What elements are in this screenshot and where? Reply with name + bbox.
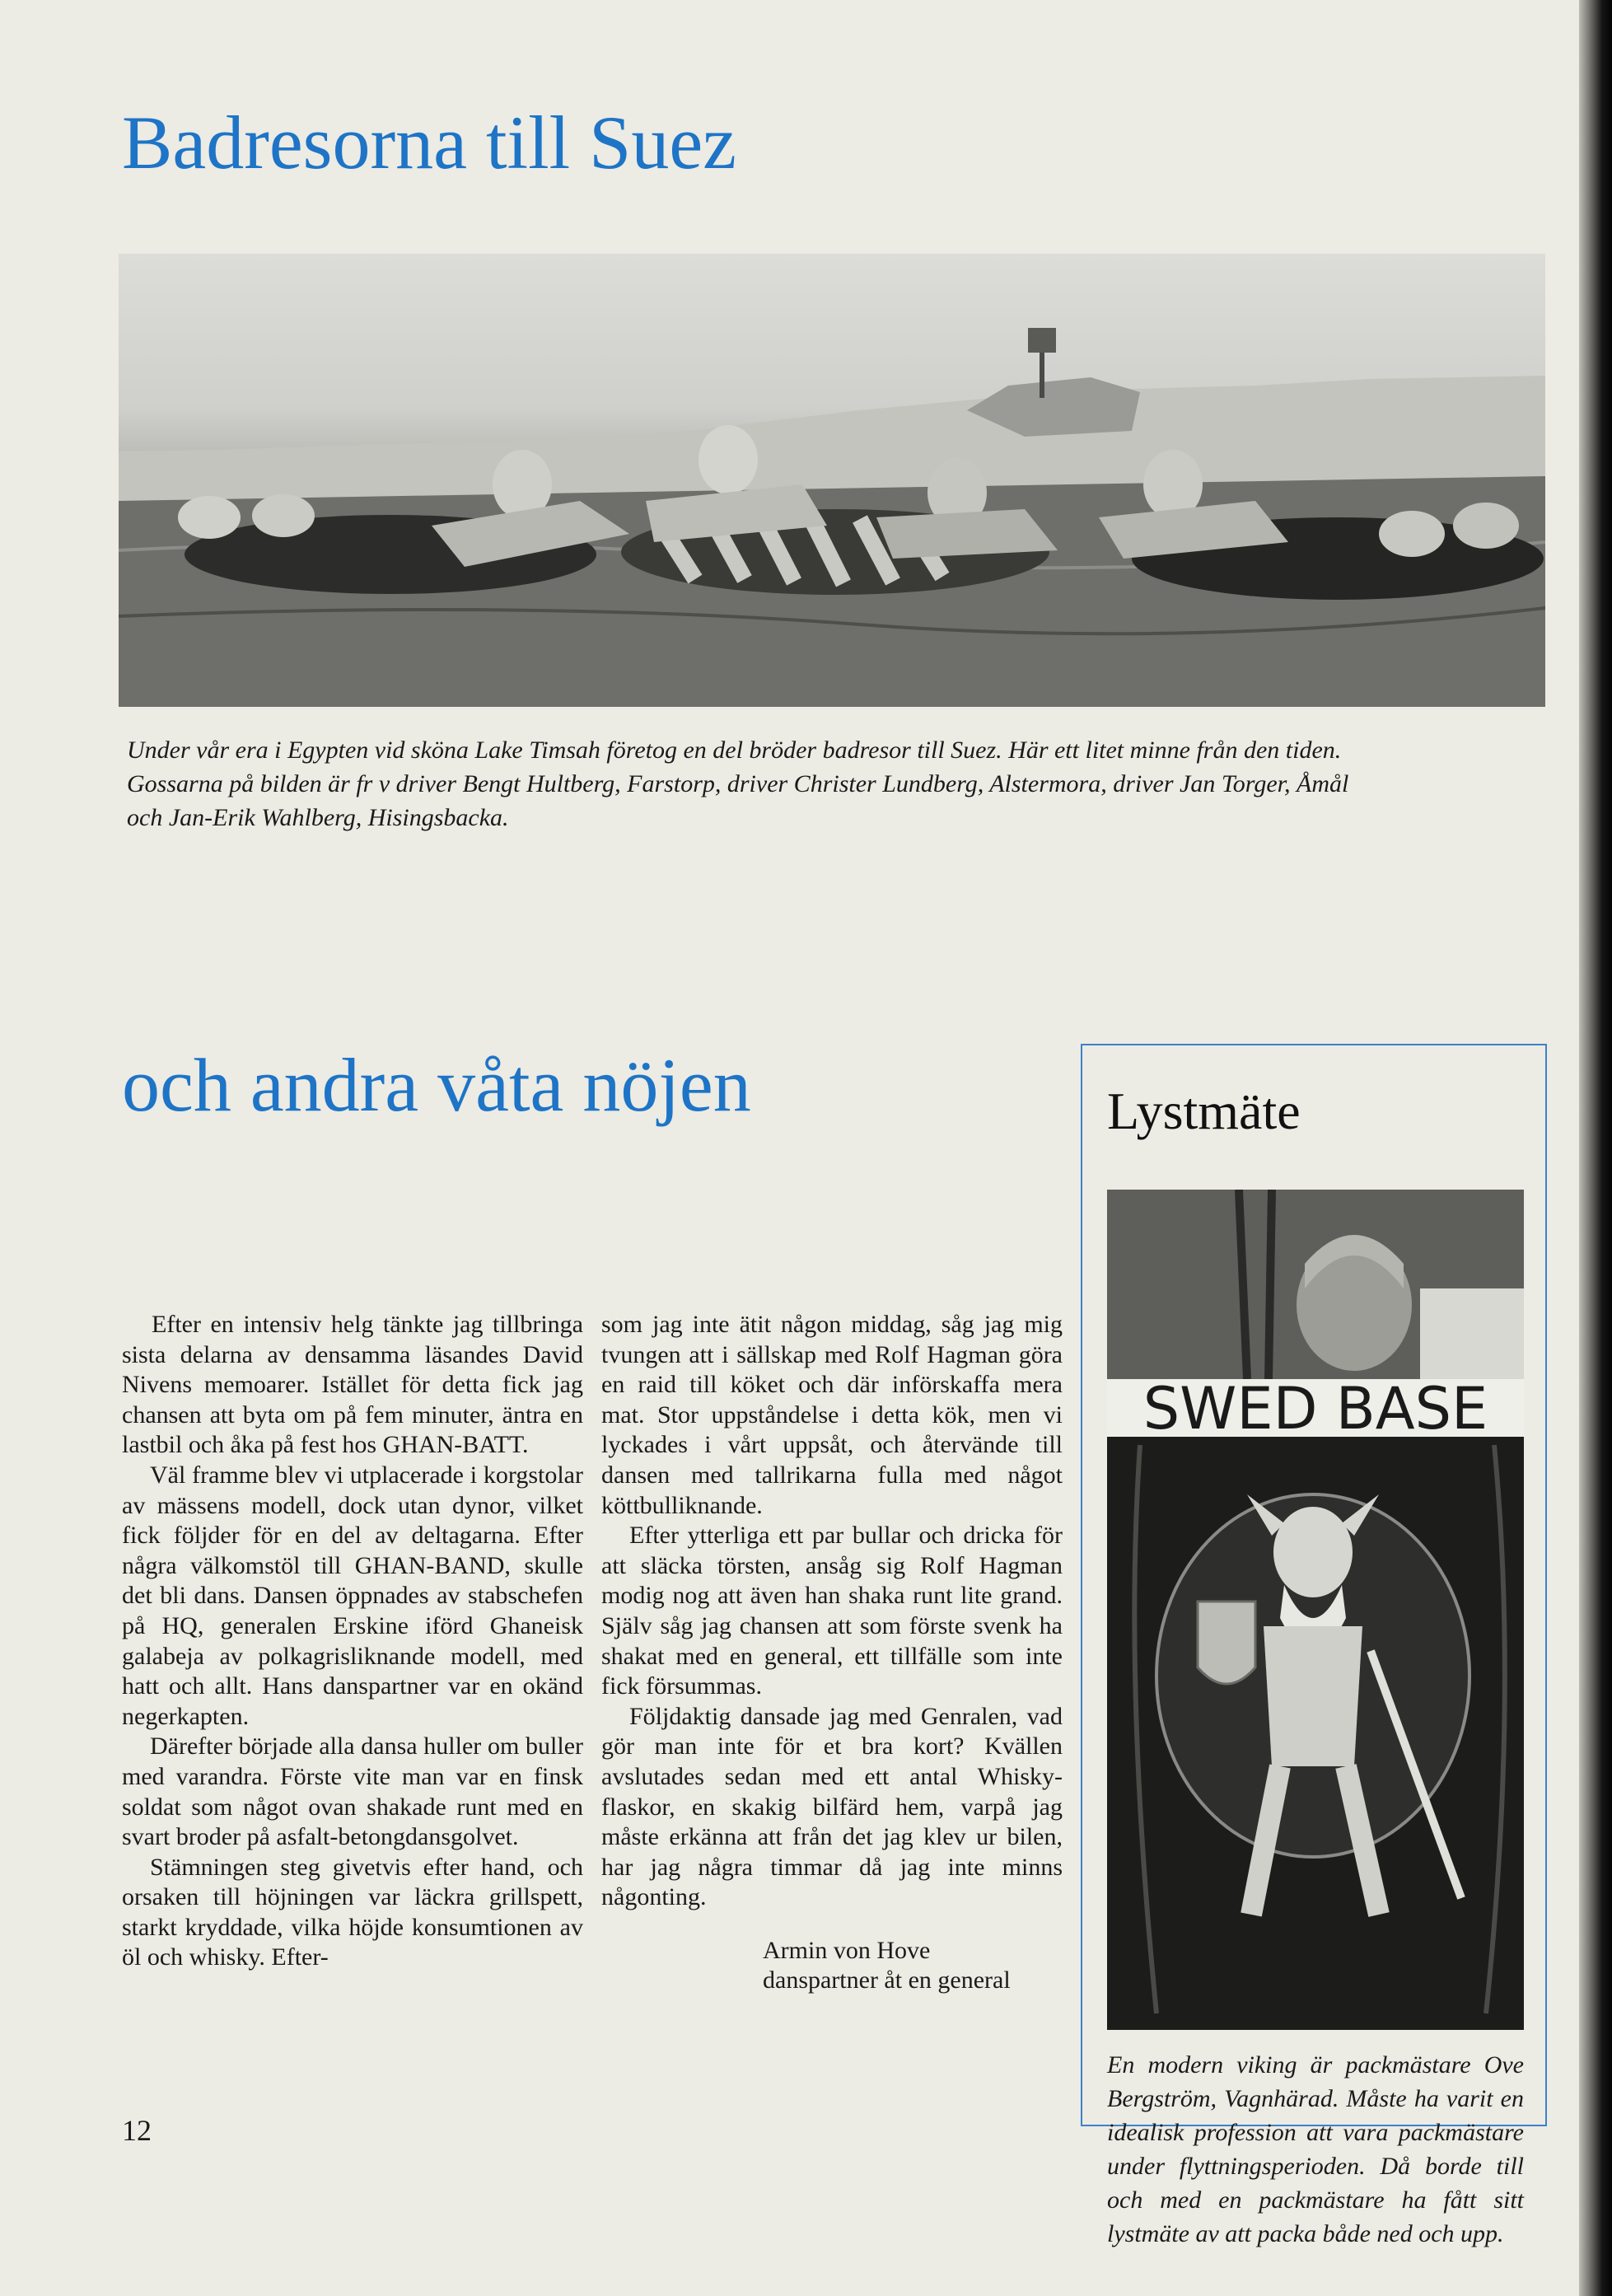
author-name: Armin von Hove	[763, 1936, 931, 1964]
author-signature	[763, 1936, 1063, 1996]
swimmers-illustration	[119, 254, 1545, 707]
binding-edge	[1579, 0, 1612, 2296]
article-subtitle: och andra våta nöjen	[122, 1043, 751, 1127]
viking-photo	[1107, 1190, 1524, 2030]
swed-base-sign-text: SWED BASE	[1142, 1375, 1488, 1443]
article-paragraph: Efter ytterliga ett par bullar och dricka för att släcka törsten, ansåg sig Rolf Hagman modig nog att även han shaka runt lite grand. Själv såg jag chansen att som förste svenk ha shakat med en general, ett tillfälle som inte fick försummas.	[601, 1522, 1063, 1700]
sidebar-title: Lystmäte	[1107, 1082, 1301, 1140]
page-number: 12	[122, 2114, 152, 2147]
article-column-left	[122, 1310, 583, 1973]
caption-line: Under vår era i Egypten vid sköna Lake Timsah företog en del bröder badresor till Suez. Här ett litet minne från den tiden.	[127, 736, 1342, 764]
page-title: Badresorna till Suez	[122, 101, 737, 185]
author-note: danspartner åt en general	[763, 1966, 1011, 1994]
article-paragraph: som jag inte ätit någon middag, såg jag mig tvungen att i sällskap med Rolf Hagman göra en raid till köket och där införskaffa mera mat. Stor uppståndelse i detta kök, men vi lyckades i vårt uppsåt, och återvände till dansen med tallrikarna fulla med något köttbulliknande.	[601, 1311, 1063, 1519]
article-paragraph: Därefter började alla dansa huller om buller med varandra. Förste vite man var en finsk soldat som något ovan shakade runt med en svart broder på asfalt-betongdansgolvet.	[122, 1733, 583, 1851]
article-paragraph: Efter en intensiv helg tänkte jag tillbringa sista delarna av densamma läsandes David Nivens memoarer. Istället för detta fick jag chansen att byta om på fem minuter, äntra en lastbil och åka på fest hos GHAN-BATT.	[122, 1311, 583, 1459]
article-paragraph: Följdaktig dansade jag med Genralen, vad gör man inte för et bra kort? Kvällen avslutades sedan med ett antal Whisky-flaskor, en skakig bilfärd hem, varpå jag måste erkänna att från det jag klev ur bilen, har jag några timmar då jag inte minns någonting.	[601, 1702, 1063, 1911]
swimmers-photo	[119, 254, 1545, 707]
article-paragraph: Stämningen steg givetvis efter hand, och orsaken till höjningen var läckra grillspett, starkt kryddade, vilka höjde konsumtionen av öl och whisky. Efter-	[122, 1853, 583, 1971]
article-column-right	[601, 1310, 1063, 1996]
sidebar-box	[1081, 1044, 1547, 2247]
article-paragraph: Väl framme blev vi utplacerade i korgstolar av mässens modell, dock utan dynor, vilket fick följder för en del av deltagarna. Efter några välkomstöl till GHAN-BAND, skulle det bli dans. Dansen öppnades av stabschefen på HQ, generalen Erskine iförd Ghaneisk galabeja av polkagrisliknande modell, med hatt och allt. Hans danspartner var en okänd negerkapten.	[122, 1461, 583, 1730]
sidebar-caption: En modern viking är packmästare Ove Bergström, Vagnhärad. Måste ha varit en idealisk profession att vara packmästare under flyttningsperioden. Då borde till och med en packmästare ha fått sitt lystmäte av att packa både ned och upp.	[1107, 2051, 1524, 2247]
viking-illustration	[1107, 1190, 1524, 2030]
photo-caption	[127, 733, 1544, 835]
caption-line: Gossarna på bilden är fr v driver Bengt Hultberg, Farstorp, driver Christer Lundberg, Alstermora, driver Jan Torger, Åmål	[127, 770, 1349, 797]
caption-line: och Jan-Erik Wahlberg, Hisingsbacka.	[127, 804, 509, 831]
